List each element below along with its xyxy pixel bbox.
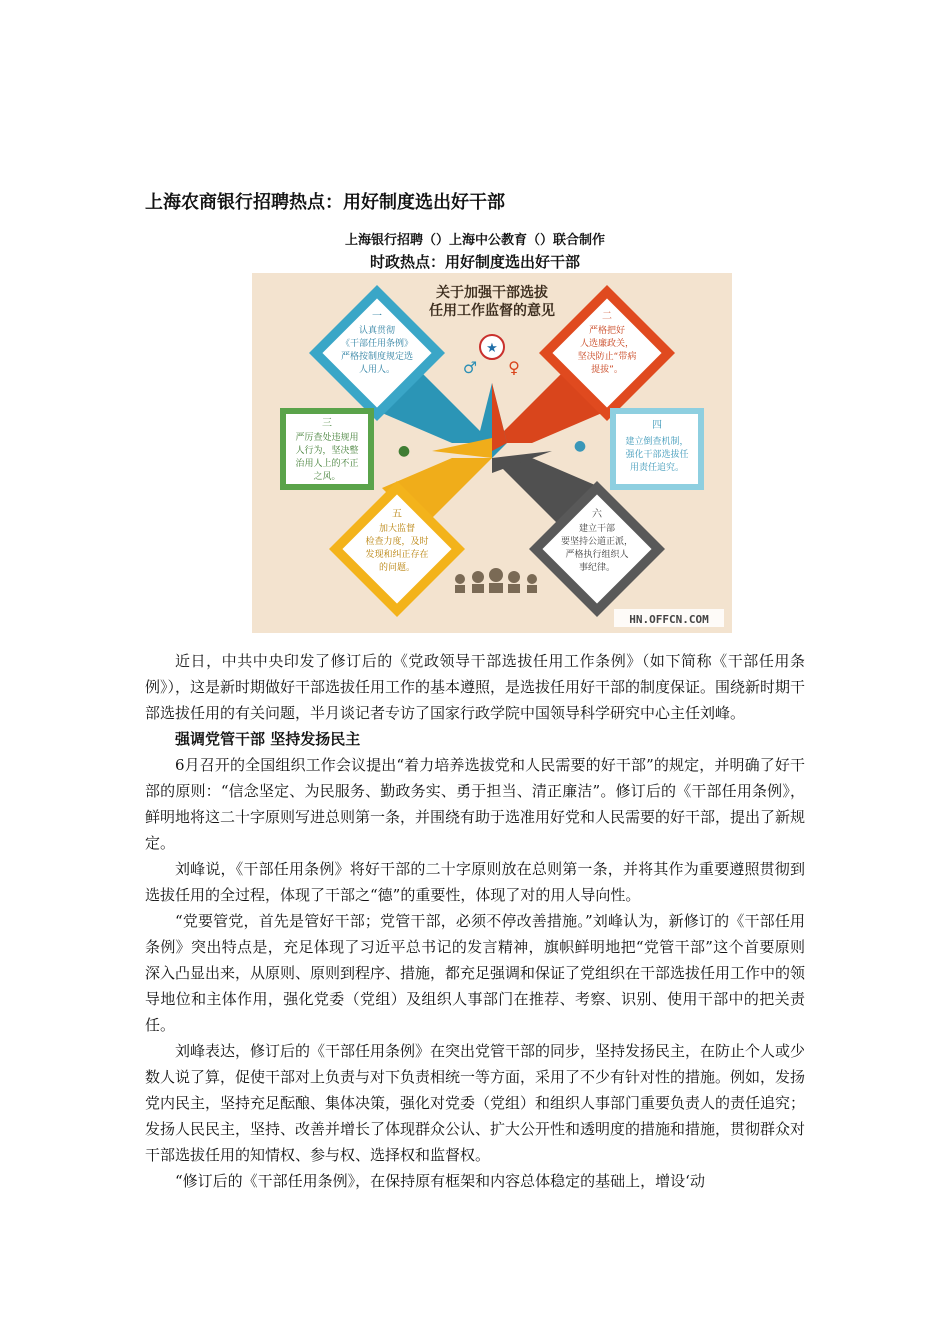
infographic-svg xyxy=(252,273,732,633)
item-3-line-4: 之风。 xyxy=(313,472,341,482)
item-4-line-1: 建立倒查机制， xyxy=(625,437,689,447)
item-2-line-4: 提拔”。 xyxy=(591,365,623,375)
item-5-number: 五 xyxy=(392,509,402,520)
document-title: 上海农商银行招聘热点：用好制度选出好干部 xyxy=(145,192,505,213)
item-1-line-3: 严格按制度规定选 xyxy=(340,352,414,362)
watermark-text: HN.OFFCN.COM xyxy=(629,613,709,626)
item-6-line-2: 要坚持公道正派， xyxy=(560,537,634,547)
item-2-line-2: 人选廉政关， xyxy=(579,339,635,349)
person-icon-left: ● xyxy=(397,443,411,459)
item-1-line-4: 人用人。 xyxy=(358,365,396,375)
document-subtitle-producers: 上海银行招聘（）上海中公教育（）联合制作 xyxy=(344,233,605,248)
item-3-line-2: 人行为，坚决整 xyxy=(295,446,359,456)
person-male-icon: ♂ xyxy=(462,358,478,377)
item-5-line-3: 发现和纠正存在 xyxy=(365,550,429,560)
infographic-item-4 xyxy=(610,408,704,490)
item-5-line-2: 检查力度，及时 xyxy=(365,537,429,547)
item-2-line-3: 坚决防止“带病 xyxy=(577,352,637,362)
item-4-number: 四 xyxy=(652,420,662,431)
item-4-line-3: 用责任追究。 xyxy=(629,463,685,473)
item-1-line-1: 认真贯彻 xyxy=(358,326,396,336)
item-6-line-1: 建立干部 xyxy=(578,524,616,534)
item-6-line-4: 事纪律。 xyxy=(578,563,616,573)
paragraph-6: “修订后的《干部任用条例》，在保持原有框架和内容总体稳定的基础上，增设‘动 xyxy=(175,1172,705,1190)
infographic-heading-line2: 任用工作监督的意见 xyxy=(429,303,555,319)
item-5-line-1: 加大监督 xyxy=(378,524,416,534)
item-2-number: 二 xyxy=(602,311,612,322)
item-3-number: 三 xyxy=(322,418,332,429)
paragraph-4: “党要管党，首先是管好干部；党管干部，必须不停改善措施。”刘峰认为，新修订的《干部任用条例》突出特点是，充足体现了习近平总书记的发言精神，旗帜鲜明地把“党管干部”这个首要原则深入凸显出来，从原则、原则到程序、措施，都充足强调和保证了党组织在干部选拔任用工作中的领导地位和主体作用，强化党委（党组）及组织人事部门在推荐、考察、识别、使用干部中的把关责任。 xyxy=(145,912,806,1034)
item-6-number: 六 xyxy=(592,509,602,520)
article-body xyxy=(145,648,805,1194)
section-heading: 强调党管干部 坚持发扬民主 xyxy=(175,730,361,748)
person-female-icon: ♀ xyxy=(508,358,520,377)
infographic-heading-line1: 关于加强干部选拔 xyxy=(436,285,548,301)
item-5-line-4: 的问题。 xyxy=(378,563,416,573)
person-icon-right: ● xyxy=(573,438,587,454)
item-1-number: 一 xyxy=(372,311,382,322)
item-1-line-2: 《干部任用条例》 xyxy=(340,339,414,349)
item-3-line-3: 治用人上的不正 xyxy=(295,459,359,469)
infographic-figure xyxy=(252,273,732,633)
paragraph-1: 近日，中共中央印发了修订后的《党政领导干部选拔任用工作条例》（如下简称《干部任用条例》），这是新时期做好干部选拔任用工作的基本遵照，是选拔任用好干部的制度保证。围绕新时期干部选拔任用的有关问题，半月谈记者专访了国家行政学院中国领导科学研究中心主任刘峰。 xyxy=(145,652,806,722)
item-3-line-1: 严厉查处违规用 xyxy=(295,433,359,443)
star-icon: ★ xyxy=(486,341,498,356)
item-2-line-1: 严格把好 xyxy=(588,326,626,336)
paragraph-3: 刘峰说，《干部任用条例》将好干部的二十字原则放在总则第一条，并将其作为重要遵照贯彻到选拔任用的全过程，体现了干部之“德”的重要性，体现了对的用人导向性。 xyxy=(145,860,805,904)
paragraph-5: 刘峰表达，修订后的《干部任用条例》在突出党管干部的同步，坚持发扬民主，在防止个人或少数人说了算，促使干部对上负责与对下负责相统一等方面，采用了不少有针对性的措施。例如，发扬党内民主，坚持充足酝酿、集体决策，强化对党委（党组）和组织人事部门重要负责人的责任追究；发扬人民民主，坚持、改善并增长了体现群众公认、扩大公开性和透明度的措施和措施，贯彻群众对干部选拔任用的知情权、参与权、选择权和监督权。 xyxy=(145,1042,806,1164)
infographic-item-3 xyxy=(280,408,374,490)
document-subtitle-topic: 时政热点：用好制度选出好干部 xyxy=(369,253,580,271)
item-4-line-2: 强化干部选拔任 xyxy=(625,450,689,460)
item-6-line-3: 严格执行组织人 xyxy=(565,550,629,560)
paragraph-2: 6月召开的全国组织工作会议提出“着力培养选拔党和人民需要的好干部”的规定，并明确了好干部的原则：“信念坚定、为民服务、勤政务实、勇于担当、清正廉洁”。修订后的《干部任用条例》，鲜明地将这二十字原则写进总则第一条，并围绕有助于选准用好党和人民需要的好干部，提出了新规定。 xyxy=(145,756,806,852)
